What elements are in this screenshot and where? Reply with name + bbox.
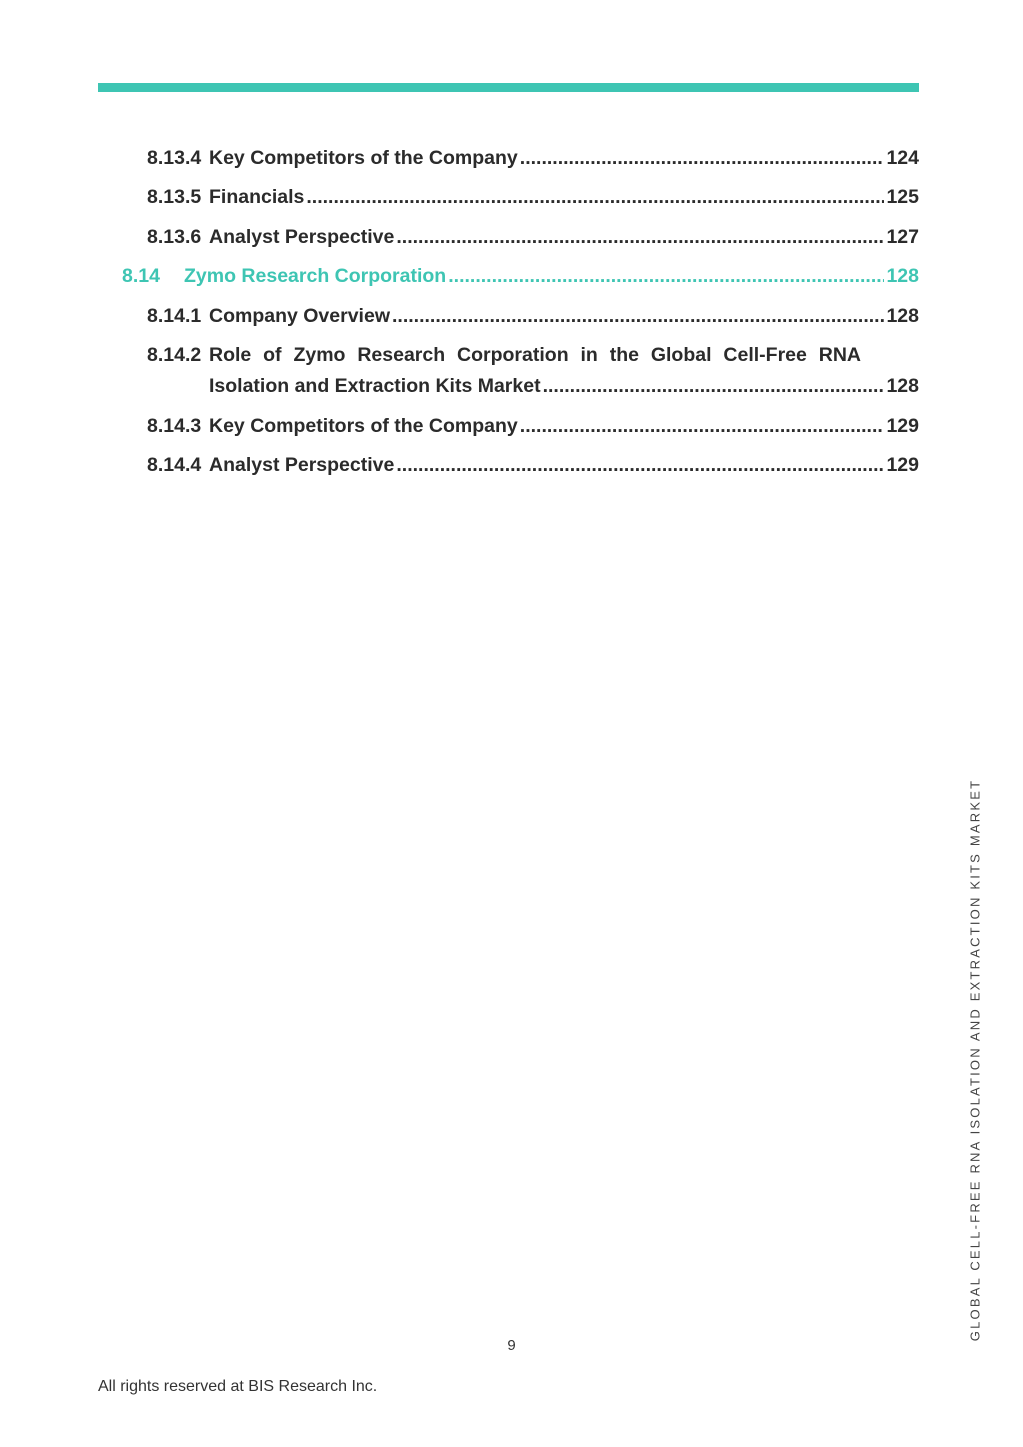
toc-title: Financials — [209, 186, 305, 208]
toc-leader-dots — [520, 414, 885, 438]
toc-title: Analyst Perspective — [209, 454, 395, 476]
toc-title-line1: Role of Zymo Research Corporation in the Global Cell-Free RNA — [209, 344, 861, 366]
toc-number: 8.13.6 — [147, 226, 202, 248]
toc-page: 129 — [886, 415, 919, 437]
toc-title-line2: Isolation and Extraction Kits Market — [209, 375, 541, 397]
toc-entry-8-14-3[interactable] — [147, 414, 919, 438]
toc-leader-dots — [396, 453, 884, 477]
toc-leader-dots — [520, 146, 885, 170]
toc-number: 8.13.5 — [147, 186, 202, 208]
toc-entry-8-14-2[interactable] — [147, 343, 919, 398]
top-accent-rule — [98, 83, 919, 92]
toc-leader-dots — [306, 185, 884, 209]
toc-entry-8-14[interactable] — [122, 264, 919, 288]
toc-number: 8.14.1 — [147, 305, 202, 327]
toc-page: 128 — [886, 375, 919, 397]
toc-page: 128 — [886, 265, 919, 287]
toc-page: 129 — [886, 454, 919, 476]
toc-title: Key Competitors of the Company — [209, 415, 518, 437]
toc-leader-dots — [396, 225, 884, 249]
toc-title: Zymo Research Corporation — [184, 265, 447, 287]
toc-leader-dots — [543, 374, 885, 398]
page-number: 9 — [507, 1337, 516, 1354]
toc-page: 125 — [886, 186, 919, 208]
toc-leader-dots — [448, 264, 884, 288]
toc-entry-8-14-4[interactable] — [147, 453, 919, 477]
toc-entry-8-13-5[interactable] — [147, 185, 919, 209]
toc-entry-8-14-1[interactable] — [147, 304, 919, 328]
toc-number: 8.14 — [122, 265, 160, 287]
toc-number: 8.14.4 — [147, 454, 202, 476]
toc-title: Key Competitors of the Company — [209, 147, 518, 169]
toc-number: 8.13.4 — [147, 147, 202, 169]
side-running-title: GLOBAL CELL-FREE RNA ISOLATION AND EXTRACTION KITS MARKET — [967, 778, 983, 1342]
toc-page: 127 — [886, 226, 919, 248]
toc-number: 8.14.3 — [147, 415, 202, 437]
toc-title: Analyst Perspective — [209, 226, 395, 248]
toc-page: 128 — [886, 305, 919, 327]
toc-leader-dots — [392, 304, 884, 328]
toc-number: 8.14.2 — [147, 344, 202, 366]
toc-entry-8-13-4[interactable] — [147, 146, 919, 170]
toc-page: 124 — [886, 147, 919, 169]
toc-title: Company Overview — [209, 305, 390, 327]
toc-entry-8-13-6[interactable] — [147, 225, 919, 249]
footer-copyright: All rights reserved at BIS Research Inc. — [98, 1378, 378, 1395]
